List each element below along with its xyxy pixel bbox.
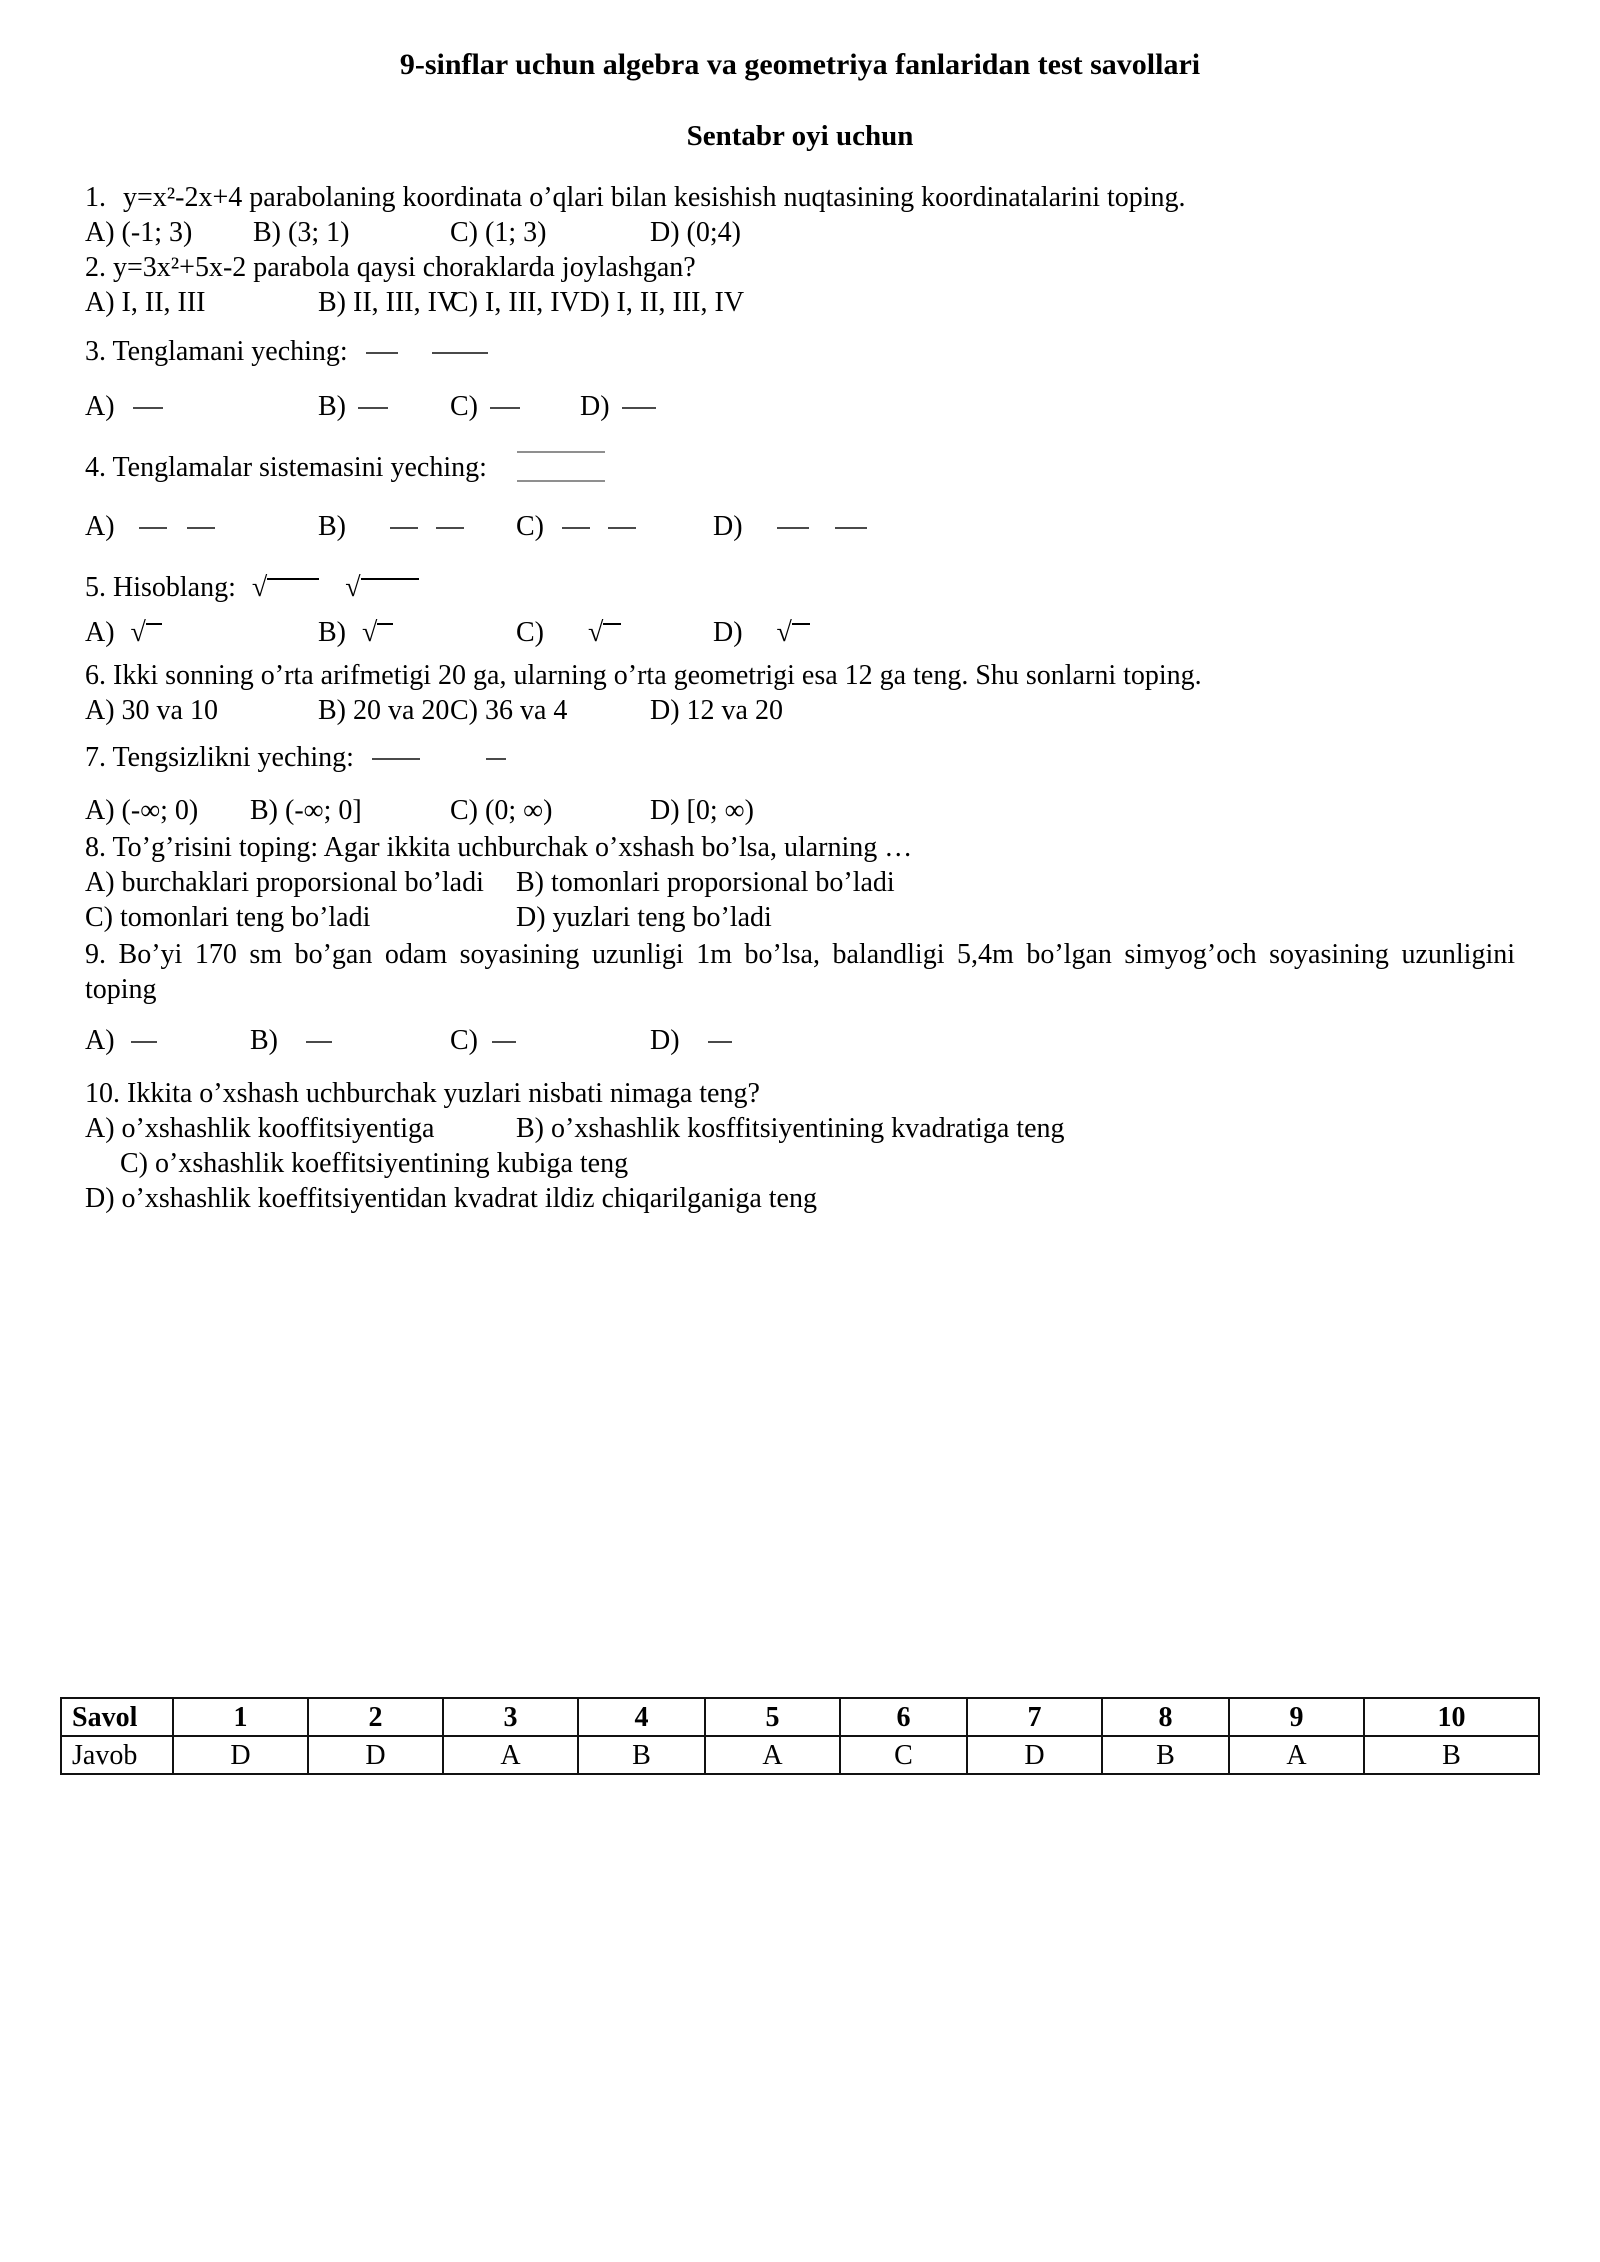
option xyxy=(318,509,516,544)
answer-cell: B xyxy=(1102,1736,1229,1774)
option: A) burchaklari proporsional bo’ladi xyxy=(85,866,484,898)
question-2-options xyxy=(85,285,1515,320)
vinculum xyxy=(603,623,621,625)
option: C) (1; 3) xyxy=(450,216,547,248)
option xyxy=(450,1023,650,1058)
blank-formula-bar xyxy=(835,527,867,529)
radical-sign xyxy=(345,571,418,603)
question-9-text-line xyxy=(85,937,1515,1007)
option xyxy=(713,509,867,544)
option xyxy=(580,389,656,424)
question-8-text-line xyxy=(85,830,1515,865)
blank-equation-line xyxy=(517,451,605,453)
answer-table-answers-row xyxy=(61,1736,1539,1774)
option: D) I, II, III, IV xyxy=(580,286,745,318)
option xyxy=(713,615,810,650)
answer-table xyxy=(60,1697,1540,1775)
question-number-cell: 1 xyxy=(173,1698,308,1736)
option-label: A) xyxy=(85,510,115,542)
question-number: 1. xyxy=(85,181,106,213)
question-2-text-line xyxy=(85,250,1515,285)
vinculum xyxy=(377,623,393,625)
question-number-cell: 9 xyxy=(1229,1698,1364,1736)
answer-cell: A xyxy=(443,1736,578,1774)
question-3-options xyxy=(85,389,1515,424)
option-label: A) xyxy=(85,1024,115,1056)
question-5 xyxy=(85,570,1515,650)
radical-glyph: √ xyxy=(588,616,604,648)
question-number: 3. xyxy=(85,335,106,367)
blank-fraction-bar xyxy=(432,352,488,354)
option: B) (-∞; 0] xyxy=(250,794,362,826)
option: D) o’xshashlik koeffitsiyentidan kvadrat ildiz chiqarilganiga teng xyxy=(85,1182,817,1214)
question-8 xyxy=(85,830,1515,935)
answer-cell: A xyxy=(1229,1736,1364,1774)
blank-formula-bar xyxy=(131,1041,157,1043)
savol-label-cell: Savol xyxy=(61,1698,173,1736)
question-number-cell: 5 xyxy=(705,1698,840,1736)
question-1 xyxy=(85,180,1515,250)
blank-formula-bar xyxy=(490,407,520,409)
blank-formula-bar xyxy=(486,758,506,760)
blank-formula-bar xyxy=(708,1041,732,1043)
option: D) yuzlari teng bo’ladi xyxy=(516,901,772,933)
option xyxy=(516,615,713,650)
question-5-text-line xyxy=(85,570,1515,605)
equation-system-placeholder xyxy=(517,451,605,482)
radical-glyph: √ xyxy=(130,616,146,648)
question-6 xyxy=(85,658,1515,728)
blank-formula-bar xyxy=(608,527,636,529)
blank-formula-bar xyxy=(492,1041,516,1043)
option-label: D) xyxy=(713,616,743,648)
option: D) [0; ∞) xyxy=(650,794,754,826)
question-number: 10. xyxy=(85,1077,120,1109)
question-number-cell: 2 xyxy=(308,1698,443,1736)
option xyxy=(85,615,318,650)
question-text: Tengsizlikni yeching: xyxy=(112,741,354,773)
radical-glyph: √ xyxy=(251,571,268,603)
question-number: 4. xyxy=(85,451,106,483)
question-number: 7. xyxy=(85,741,106,773)
blank-formula-bar xyxy=(436,527,464,529)
question-text: To’g’risini toping: Agar ikkita uchburchak o’xshash bo’lsa, ularning … xyxy=(112,831,913,863)
answer-cell: A xyxy=(705,1736,840,1774)
option: A) 30 va 10 xyxy=(85,694,218,726)
answer-cell: D xyxy=(308,1736,443,1774)
question-text: Bo’yi 170 sm bo’gan odam soyasining uzunligi 1m bo’lsa, balandligi 5,4m bo’lgan simyog’och soyasining uzunligini toping xyxy=(85,938,1516,1005)
question-6-text-line xyxy=(85,658,1385,693)
question-number-cell: 10 xyxy=(1364,1698,1539,1736)
blank-formula-bar xyxy=(622,407,656,409)
radical-sign xyxy=(130,616,162,648)
radical-glyph: √ xyxy=(362,616,378,648)
option-label: D) xyxy=(713,510,743,542)
vinculum xyxy=(267,578,319,580)
answer-cell: B xyxy=(1364,1736,1539,1774)
blank-formula-bar xyxy=(139,527,167,529)
vinculum xyxy=(146,623,162,625)
question-7 xyxy=(85,740,1515,828)
answer-cell: D xyxy=(173,1736,308,1774)
option xyxy=(250,1023,450,1058)
page-title: 9-sinflar uchun algebra va geometriya fanlaridan test savollari xyxy=(399,48,1201,81)
question-text: Hisoblang: xyxy=(113,571,236,603)
option-label: B) xyxy=(318,510,346,542)
option: A) o’xshashlik kooffitsiyentiga xyxy=(85,1112,435,1144)
option-label: A) xyxy=(85,616,115,648)
option: B) o’xshashlik kosffitsiyentining kvadratiga teng xyxy=(516,1112,1065,1144)
vinculum xyxy=(361,578,419,580)
answer-cell: B xyxy=(578,1736,705,1774)
option: C) 36 va 4 xyxy=(450,694,568,726)
option-label: C) xyxy=(516,616,544,648)
option: A) I, II, III xyxy=(85,286,206,318)
option: B) II, III, IV xyxy=(318,286,458,318)
question-number-cell: 4 xyxy=(578,1698,705,1736)
question-3-text-line xyxy=(85,334,1515,369)
option: B) (3; 1) xyxy=(253,216,350,248)
javob-label-cell: Javob xyxy=(61,1736,173,1774)
option: C) tomonlari teng bo’ladi xyxy=(85,901,371,933)
option xyxy=(650,1023,732,1058)
blank-equation-line xyxy=(517,480,605,482)
question-text: Tenglamalar sistemasini yeching: xyxy=(112,451,487,483)
option: B) 20 va 20 xyxy=(318,694,450,726)
question-text: y=3x²+5x-2 parabola qaysi choraklarda joylashgan? xyxy=(113,251,696,283)
page-subtitle: Sentabr oyi uchun xyxy=(686,119,914,152)
option xyxy=(85,509,318,544)
question-number: 6. xyxy=(85,659,106,691)
option-label: D) xyxy=(650,1024,680,1056)
question-6-options xyxy=(85,693,1515,728)
answer-table-header-row xyxy=(61,1698,1539,1736)
option-label: B) xyxy=(318,390,346,422)
blank-fraction-bar xyxy=(372,758,420,760)
blank-formula-bar xyxy=(133,407,163,409)
question-7-text-line xyxy=(85,740,1515,775)
option: C) o’xshashlik koeffitsiyentining kubiga teng xyxy=(120,1147,629,1179)
option-label: B) xyxy=(250,1024,278,1056)
question-number: 5. xyxy=(85,571,106,603)
question-5-options xyxy=(85,615,1515,650)
option xyxy=(318,615,516,650)
question-text: Ikki sonning o’rta arifmetigi 20 ga, ularning o’rta geometrigi esa 12 ga teng. Shu sonlarni toping. xyxy=(113,659,1202,691)
blank-fraction-bar xyxy=(366,352,398,354)
option xyxy=(85,389,318,424)
option xyxy=(318,389,450,424)
option: A) (-1; 3) xyxy=(85,216,193,248)
question-3 xyxy=(85,334,1515,424)
radical-sign xyxy=(362,616,393,648)
question-7-options xyxy=(85,793,1515,828)
question-number-cell: 7 xyxy=(967,1698,1102,1736)
question-10-text-line xyxy=(85,1076,1515,1111)
radical-glyph: √ xyxy=(345,571,361,603)
question-4-text-line xyxy=(85,450,1515,485)
question-10 xyxy=(85,1076,1515,1216)
question-number-cell: 8 xyxy=(1102,1698,1229,1736)
radical-sign xyxy=(251,571,319,603)
question-number-cell: 3 xyxy=(443,1698,578,1736)
radical-glyph: √ xyxy=(776,616,792,648)
option-label: A) xyxy=(85,390,115,422)
option: D) 12 va 20 xyxy=(650,694,783,726)
radical-sign xyxy=(588,616,621,648)
option: B) tomonlari proporsional bo’ladi xyxy=(516,866,895,898)
blank-formula-bar xyxy=(390,527,418,529)
question-4 xyxy=(85,450,1515,544)
option xyxy=(450,389,580,424)
option-label: C) xyxy=(450,1024,478,1056)
question-2 xyxy=(85,250,1515,320)
option-label: B) xyxy=(318,616,346,648)
question-4-options xyxy=(85,509,1515,544)
blank-formula-bar xyxy=(358,407,388,409)
answer-cell: D xyxy=(967,1736,1102,1774)
radical-sign xyxy=(776,616,810,648)
question-number: 2. xyxy=(85,251,106,283)
question-1-text-line xyxy=(85,180,1385,215)
question-number-cell: 6 xyxy=(840,1698,967,1736)
question-1-options xyxy=(85,215,1515,250)
question-9-options xyxy=(85,1023,1515,1058)
answer-cell: C xyxy=(840,1736,967,1774)
blank-formula-bar xyxy=(187,527,215,529)
question-number: 8. xyxy=(85,831,106,863)
option xyxy=(85,1023,250,1058)
vinculum xyxy=(792,623,810,625)
question-8-options-row-1 xyxy=(85,865,1515,900)
question-text: y=x²-2x+4 parabolaning koordinata o’qlari bilan kesishish nuqtasining koordinatalarini toping. xyxy=(123,181,1186,213)
blank-formula-bar xyxy=(777,527,809,529)
blank-formula-bar xyxy=(306,1041,332,1043)
option: C) I, III, IV xyxy=(450,286,580,318)
option: A) (-∞; 0) xyxy=(85,794,199,826)
option-label: C) xyxy=(516,510,544,542)
blank-formula-bar xyxy=(562,527,590,529)
question-number: 9. xyxy=(85,938,106,970)
option-label: D) xyxy=(580,390,610,422)
option: C) (0; ∞) xyxy=(450,794,553,826)
question-text: Ikkita o’xshash uchburchak yuzlari nisbati nimaga teng? xyxy=(127,1077,760,1109)
question-10-options-row-1 xyxy=(85,1111,1515,1146)
question-9 xyxy=(85,937,1515,1058)
option-label: C) xyxy=(450,390,478,422)
option: D) (0;4) xyxy=(650,216,741,248)
question-text: Tenglamani yeching: xyxy=(112,335,348,367)
option xyxy=(516,509,713,544)
question-8-options-row-2 xyxy=(85,900,1515,935)
